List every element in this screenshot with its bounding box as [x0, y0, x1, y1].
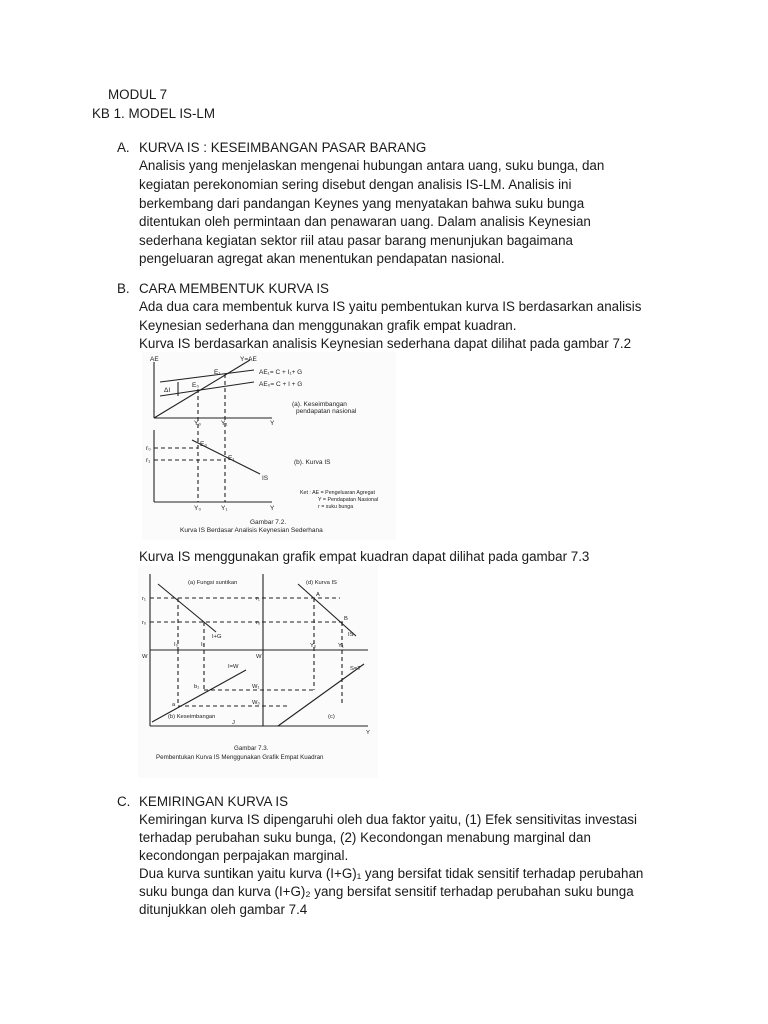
fig72-ae: AE	[150, 356, 159, 363]
section-a-title: KURVA IS : KESEIMBANGAN PASAR BARANG	[139, 140, 427, 155]
fig72-caption-a1: (a). Keseimbangan	[292, 401, 347, 408]
fig72-y-eq-ae: Y=AE	[240, 356, 257, 363]
section-b-label: B.	[117, 281, 130, 296]
fig73-w1: W₁	[252, 684, 260, 690]
fig72-y-b: Y	[270, 505, 275, 512]
section-a-line: Analisis yang menjelaskan mengenai hubungan antara uang, suku bunga, dan	[139, 158, 605, 173]
fig73-y: Y	[366, 730, 370, 736]
fig72-ket2: Y = Pendapatan Nasional	[318, 497, 379, 503]
fig72-y0-a: Y₀	[194, 420, 202, 427]
fig73-is: IS	[348, 632, 354, 638]
fig72-caption2: Kurva IS Berdasar Analisis Keynesian Sederhana	[180, 527, 323, 534]
section-c-line: ditunjukkan oleh gambar 7.4	[139, 902, 308, 917]
fig73-b1: b₁	[194, 684, 200, 690]
fig73-y1: Y₁	[338, 643, 344, 649]
fig73-r1: r₁	[142, 596, 146, 602]
module-title: MODUL 7	[108, 87, 168, 102]
section-c-label: C.	[117, 794, 131, 809]
fig73-qb: (b) Keseimbangan	[168, 714, 216, 720]
figure-7-3	[138, 566, 378, 778]
fig73-r1-d: r₁	[256, 596, 260, 602]
fig72-ket1: Ket : AE = Pengeluaran Agregat	[300, 490, 375, 496]
fig73-qa: (a) Fungsi suntikan	[188, 580, 238, 586]
fig73-caption1: Gambar 7.3.	[234, 745, 269, 752]
section-c-title: KEMIRINGAN KURVA IS	[139, 794, 289, 809]
fig73-caption2: Pembentukan Kurva IS Menggunakan Grafik Empat Kuadran	[156, 754, 324, 761]
fig72-ket3: r = suku bunga	[318, 504, 354, 510]
fig72-r0: r₀	[146, 445, 151, 452]
figure-7-2-graphic	[142, 352, 396, 540]
fig73-st: S=T	[350, 666, 361, 672]
section-b-title: CARA MEMBENTUK KURVA IS	[139, 281, 329, 296]
fig73-ig: I+G	[212, 634, 222, 640]
fig72-y-a: Y	[270, 420, 275, 427]
fig73-qc: (c)	[328, 714, 335, 720]
fig73-qd: (d) Kurva IS	[306, 580, 337, 586]
fig72-caption-a2: pendapatan nasional	[296, 408, 357, 415]
fig73-a0: a	[172, 702, 176, 708]
section-c-line: kecondongan perpajakan marginal.	[139, 848, 349, 863]
fig72-r1: r₁	[146, 457, 151, 464]
figure-7-3-graphic	[138, 566, 378, 778]
fig73-b: B	[344, 616, 348, 622]
section-c-line: terhadap perubahan suku bunga, (2) Kecondongan menabung marginal dan	[139, 830, 591, 845]
fig73-w-c: W	[256, 654, 262, 660]
section-b-fig73-intro: Kurva IS menggunakan grafik empat kuadran dapat dilihat pada gambar 7.3	[139, 549, 590, 564]
fig72-e1: E₁	[214, 369, 221, 376]
fig73-iw: I=W	[228, 664, 239, 670]
fig73-j: J	[232, 720, 235, 726]
kb-title: KB 1. MODEL IS-LM	[92, 106, 216, 121]
fig72-y1-a: Y₁	[221, 420, 228, 427]
figure-7-2	[142, 352, 396, 540]
fig72-caption-b: (b). Kurva IS	[294, 459, 331, 466]
fig73-i0: I₀	[174, 642, 179, 648]
fig72-e1-b: E₁	[228, 455, 235, 462]
fig73-i1: I₁	[201, 642, 205, 648]
section-a-line: pengeluaran agregat akan menentukan pendapatan nasional.	[139, 251, 505, 266]
section-c-line: Kemiringan kurva IS dipengaruhi oleh dua faktor yaitu, (1) Efek sensitivitas investasi	[139, 812, 637, 827]
section-a-line: kegiatan perekonomian sering disebut dengan analisis IS-LM. Analisis ini	[139, 177, 572, 192]
fig73-w0: W₀	[252, 700, 260, 706]
fig72-ae0: AE₀= C + I + G	[259, 381, 303, 388]
section-b-line: Keynesian sederhana dan menggunakan grafik empat kuadran.	[139, 318, 517, 333]
section-a-line: berkembang dari pandangan Keynes yang menyatakan bahwa suku bunga	[139, 196, 585, 211]
section-a-line: ditentukan oleh permintaan dan penawaran uang. Dalam analisis Keynesian	[139, 214, 591, 229]
fig72-delta-i: ΔI	[164, 387, 171, 394]
fig72-y1-b: Y₁	[221, 505, 228, 512]
fig72-ae1: AE₁= C + I₁+ G	[259, 369, 303, 376]
section-b-line: Kurva IS berdasarkan analisis Keynesian sederhana dapat dilihat pada gambar 7.2	[139, 336, 632, 351]
fig72-y0-b: Y₀	[194, 505, 202, 512]
fig72-e0: E₀	[192, 382, 200, 389]
section-c-line: Dua kurva suntikan yaitu kurva (I+G)₁ yang bersifat tidak sensitif terhadap perubahan	[139, 866, 644, 881]
fig73-y0: Y₀	[310, 643, 317, 649]
fig72-is: IS	[262, 475, 269, 482]
fig73-a: A	[316, 592, 320, 598]
section-a-line: sederhana kegiatan sektor riil atau pasar barang menunjukan bagaimana	[139, 233, 573, 248]
section-b-line: Ada dua cara membentuk kurva IS yaitu pembentukan kurva IS berdasarkan analisis	[139, 299, 642, 314]
section-c-line: suku bunga dan kurva (I+G)₂ yang bersifat sensitif terhadap perubahan suku bunga	[139, 884, 634, 899]
fig73-w: W	[142, 654, 148, 660]
fig72-e0-b: E₀	[200, 441, 208, 448]
section-a-label: A.	[117, 140, 130, 155]
fig73-r0: r₀	[142, 620, 147, 626]
fig73-r0-d: r₀	[256, 620, 261, 626]
fig72-caption1: Gambar 7.2.	[250, 519, 287, 526]
